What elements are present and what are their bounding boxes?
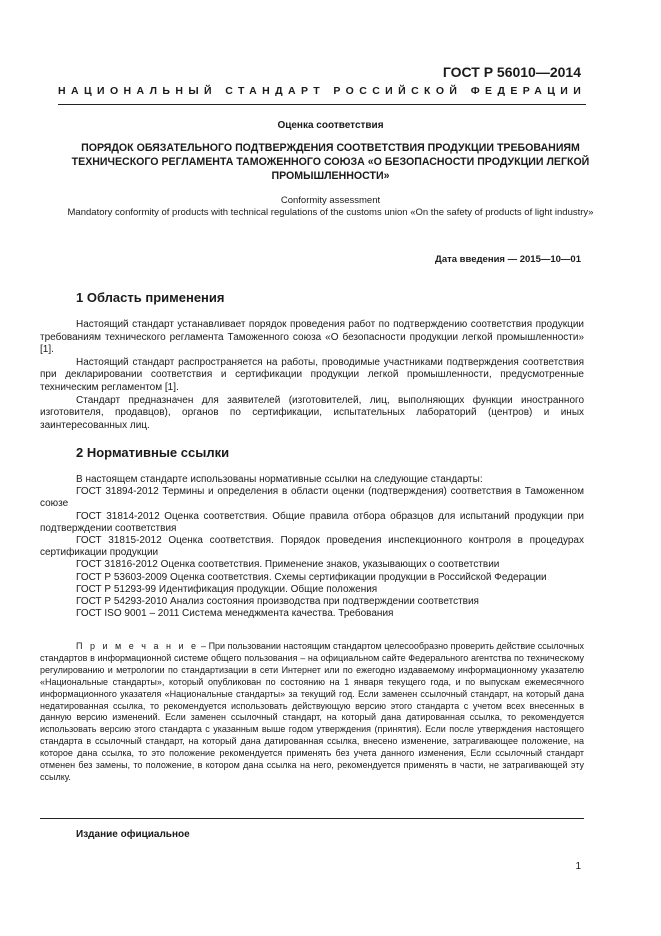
paragraph: Настоящий стандарт устанавливает порядок проведения работ по подтверждению соответствия продукции требованиям технического регламента Таможенного союза «О безопасности продукции легкой промышленности» [1]. [40, 319, 584, 356]
section-1-heading: 1 Область применения [76, 290, 225, 305]
document-title: ПОРЯДОК ОБЯЗАТЕЛЬНОГО ПОДТВЕРЖДЕНИЯ СООТВЕТСТВИЯ ПРОДУКЦИИ ТРЕБОВАНИЯМ ТЕХНИЧЕСКОГО РЕГЛАМЕНТА ТАМОЖЕННОГО СОЮЗА «О БЕЗОПАСНОСТИ ПРОДУКЦИИ ЛЕГКОЙ ПРОМЫШЛЕННОСТИ» [71, 142, 590, 182]
footer-divider [40, 818, 584, 819]
reference-line: ГОСТ 31814-2012 Оценка соответствия. Общие правила отбора образцов для испытаний продукции при подтверждении соответствия [40, 510, 584, 534]
section-1-body [40, 319, 584, 432]
reference-line: В настоящем стандарте использованы нормативные ссылки на следующие стандарты: [76, 474, 483, 485]
normative-references-list [40, 474, 584, 620]
reference-line: ГОСТ Р 51293-99 Идентификация продукции. Общие положения [76, 583, 378, 595]
page-number: 1 [575, 861, 581, 872]
document-number: ГОСТ Р 56010—2014 [442, 64, 581, 80]
section-2-heading: 2 Нормативные ссылки [76, 445, 230, 460]
introduction-date: Дата введения — 2015—10—01 [435, 254, 581, 265]
reference-line: ГОСТ ISO 9001 – 2011 Система менеджмента качества. Требования [76, 608, 394, 620]
series-title: Оценка соответствия [277, 120, 384, 131]
note-text: – При пользовании настоящим стандартом целесообразно проверить действие ссылочных стандартов в информационной системе общего пользования – на официальном сайте Федерального агентства по техническому регулированию и метрологии по стандартизации в сети Интернет или по ежегодно издаваемому информационному указателю «Национальные стандарты», который опубликован по состоянию на 1 января текущего года, и по выпускам ежемесячного информационного указателя «Национальные стандарты» за текущий год. Если заменен ссылочный стандарт, на который дана недатированная ссылка, то рекомендуется использовать действующую версию этого стандарта с учетом всех внесенных в данную версию изменений. Если заменен ссылочный стандарт, на который дана датированная ссылка, то рекомендуется использовать версию этого стандарта с указанным выше годом утверждения (принятия). Если после утверждения настоящего стандарта в ссылочный стандарт, на который дана датированная ссылка, внесено изменение, затрагивающее положение, на которое дана ссылка, то это положение рекомендуется применять без учета данного изменения, Если ссылочный стандарт отменен без замены, то положение, в котором дана ссылка на него, рекомендуется применять в части, не затрагивающей эту ссылку. [40, 641, 584, 782]
header-divider [58, 104, 586, 105]
reference-line: ГОСТ Р 54293-2010 Анализ состояния производства при подтверждении соответствия [76, 596, 479, 608]
paragraph: Стандарт предназначен для заявителей (изготовителей, лиц, выполняющих функции иностранного изготовителя, продавцов), органов по сертификации, испытательных лабораторий (центров) и иных заинтересованных лиц. [40, 394, 584, 431]
document-title-en: Mandatory conformity of products with technical regulations of the customs union «On the safety of products of light industry» [67, 207, 594, 218]
reference-line: ГОСТ 31894-2012 Термины и определения в области оценки (подтверждения) соответствия в Таможенном союзе [40, 486, 584, 510]
note-label: П р и м е ч а н и е [76, 641, 199, 651]
series-title-en: Conformity assessment [280, 195, 381, 206]
reference-line: ГОСТ 31816-2012 Оценка соответствия. Применение знаков, указывающих о соответствии [76, 559, 500, 571]
national-standard-banner: НАЦИОНАЛЬНЫЙ СТАНДАРТ РОССИЙСКОЙ ФЕДЕРАЦИИ [58, 85, 587, 97]
official-edition-label: Издание официальное [76, 829, 190, 840]
note-block [40, 641, 584, 784]
reference-line: ГОСТ Р 53603-2009 Оценка соответствия. Схемы сертификации продукции в Российской Федерации [76, 571, 547, 583]
paragraph: Настоящий стандарт распространяется на работы, проводимые участниками подтверждения соответствия при декларировании соответствия и сертификации продукции легкой промышленности, предусмотренные техническим регламентом [1]. [40, 356, 584, 393]
reference-line: ГОСТ 31815-2012 Оценка соответствия. Порядок проведения инспекционного контроля в процедурах сертификации продукции [40, 535, 584, 559]
note-paragraph [40, 641, 584, 784]
